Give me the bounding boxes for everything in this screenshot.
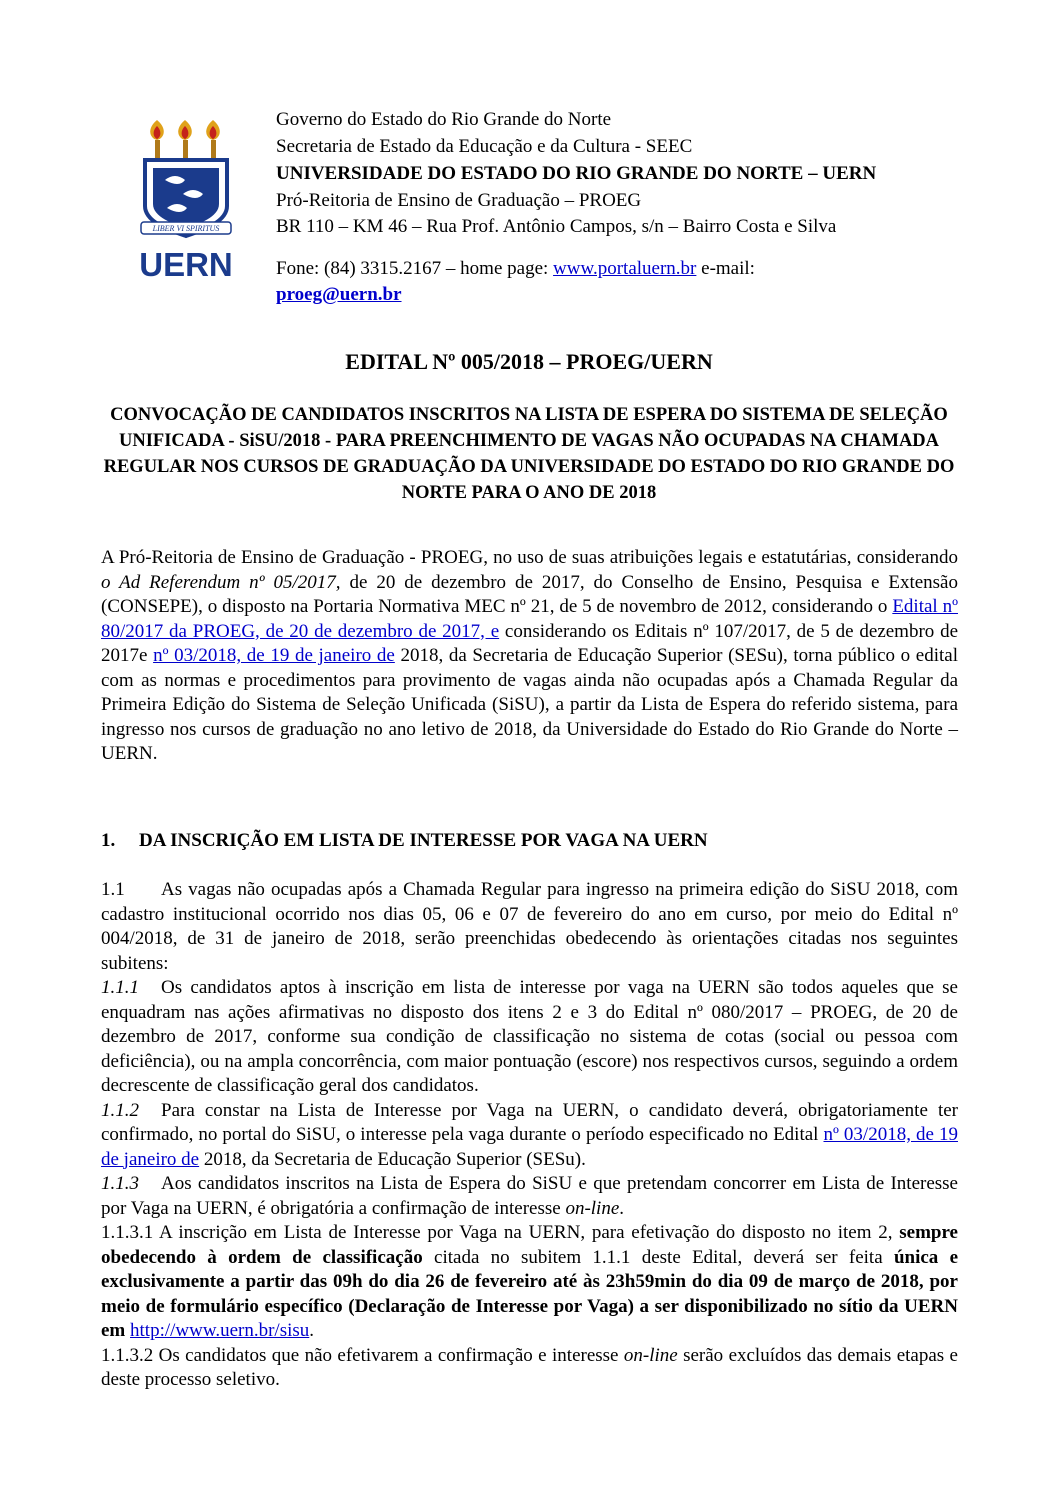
item-1-1-1: 1.1.1 Os candidatos aptos à inscrição em lista de interesse por vaga na UERN são todos aqueles que se enquadram nas ações afirmativas no disposto dos itens 2 e 3 do Edital nº 080/2017 – PROEG, de 20 de dezembro de 2017, conforme sua condição de classificação no sistema de cotas (social ou pessoa com deficiência), ou na ampla concorrência, com maior pontuação (escore) nos respectivos cursos, seguindo a ordem decrescente de classificação geral dos candidatos. (101, 977, 958, 1096)
section-1-heading: 1. DA INSCRIÇÃO EM LISTA DE INTERESSE POR VAGA NA UERN (101, 830, 708, 851)
letterhead-line-email (276, 282, 402, 308)
uern-logo (133, 118, 239, 283)
letterhead-line-university: UNIVERSIDADE DO ESTADO DO RIO GRANDE DO NORTE – UERN (276, 163, 877, 184)
letterhead-line-contact: Fone: (84) 3315.2167 – home page: www.portaluern.br e-mail: (276, 258, 755, 279)
logo-wordmark: UERN (139, 246, 233, 283)
section-1-items (101, 878, 958, 1393)
svg-text:LIBER VI SPIRITUS: LIBER VI SPIRITUS (152, 224, 220, 233)
item-1-1-3: 1.1.3 Aos candidatos inscritos na Lista de Espera do SiSU e que pretendam concorrer em Lista de Interesse por Vaga na UERN, é obrigatória a confirmação de interesse on-line. (101, 1173, 958, 1219)
item-1-1-3-1: 1.1.3.1 A inscrição em Lista de Interesse por Vaga na UERN, para efetivação do disposto no item 2, sempre obedecendo à ordem de classificação citada no subitem 1.1.1 deste Edital, deverá ser feita única e exclusivamente a partir das 09h do dia 26 de fevereiro até às 23h59min do dia 09 de março de 2018, por meio de formulário específico (Declaração de Interesse por Vaga) a ser disponibilizado no sítio da UERN em http://www.uern.br/sisu. (101, 1222, 959, 1341)
intro-paragraph: A Pró-Reitoria de Ensino de Graduação - PROEG, no uso de suas atribuições legais e estatutárias, considerando o Ad Referendum nº 05/2017, de 20 de dezembro de 2017, do Conselho de Ensino, Pesquisa e Extensão (CONSEPE), o disposto na Portaria Normativa MEC nº 21, de 5 de novembro de 2012, considerando o Edital nº 80/2017 da PROEG, de 20 de dezembro de 2017, e considerando os Editais nº 107/2017, de 5 de dezembro de 2017e nº 03/2018, de 19 de janeiro de 2018, da Secretaria de Educação Superior (SESu), torna público o edital com as normas e procedimentos para provimento de vagas ainda não ocupadas após a Chamada Regular da Primeira Edição do Sistema de Seleção Unificada (SiSU), a partir da Lista de Espera do referido sistema, para ingresso nos cursos de graduação no ano letivo de 2018, da Universidade do Estado do Rio Grande do Norte – UERN. (101, 547, 958, 764)
torches-emblem (150, 120, 220, 160)
letterhead-line-government: Governo do Estado do Rio Grande do Norte (276, 109, 612, 130)
item-1-1-3-2: 1.1.3.2 Os candidatos que não efetivarem a confirmação e interesse on-line serão excluídos das demais etapas e deste processo seletivo. (101, 1344, 958, 1390)
email-link[interactable]: proeg@uern.br (276, 284, 402, 305)
document-subtitle: CONVOCAÇÃO DE CANDIDATOS INSCRITOS NA LISTA DE ESPERA DO SISTEMA DE SELEÇÃO UNIFICADA - SiSU/2018 - PARA PREENCHIMENTO DE VAGAS NÃO OCUPADAS NA CHAMADA REGULAR NOS CURSOS DE GRADUAÇÃO DA UNIVERSIDADE DO ESTADO DO RIO GRANDE DO NORTE PARA O ANO DE 2018 (103, 405, 955, 503)
homepage-link[interactable]: www.portaluern.br (553, 258, 697, 279)
letterhead-line-secretariat: Secretaria de Estado da Educação e da Cultura - SEEC (276, 136, 693, 157)
edital-80-2017-link[interactable]: Edital nº 80/2017 da PROEG, de 20 de dezembro de 2017, e (101, 596, 958, 642)
uern-sisu-link[interactable]: http://www.uern.br/sisu (130, 1320, 310, 1341)
letterhead-line-address: BR 110 – KM 46 – Rua Prof. Antônio Campos, s/n – Bairro Costa e Silva (276, 216, 837, 237)
edital-03-2018-link-2[interactable]: nº 03/2018, de 19 de janeiro de (101, 1124, 958, 1170)
letterhead-line-proreitoria: Pró-Reitoria de Ensino de Graduação – PROEG (276, 190, 642, 211)
item-1-1: 1.1 As vagas não ocupadas após a Chamada Regular para ingresso na primeira edição do SiSU 2018, com cadastro institucional ocorrido nos dias 05, 06 e 07 de fevereiro do ano em curso, por meio do Edital nº 004/2018, de 31 de janeiro de 2018, serão preenchidas obedecendo às orientações citadas nos seguintes subitens: (101, 879, 958, 974)
document-title: EDITAL Nº 005/2018 – PROEG/UERN (345, 349, 713, 374)
edital-03-2018-link[interactable]: nº 03/2018, de 19 de janeiro de (153, 645, 395, 666)
shield-emblem (141, 160, 231, 236)
item-1-1-2: 1.1.2 Para constar na Lista de Interesse por Vaga na UERN, o candidato deverá, obrigatoriamente ter confirmado, no portal do SiSU, o interesse pela vaga durante o período especificado no Edital nº 03/2018, de 19 de janeiro de 2018, da Secretaria de Educação Superior (SESu). (101, 1099, 958, 1170)
